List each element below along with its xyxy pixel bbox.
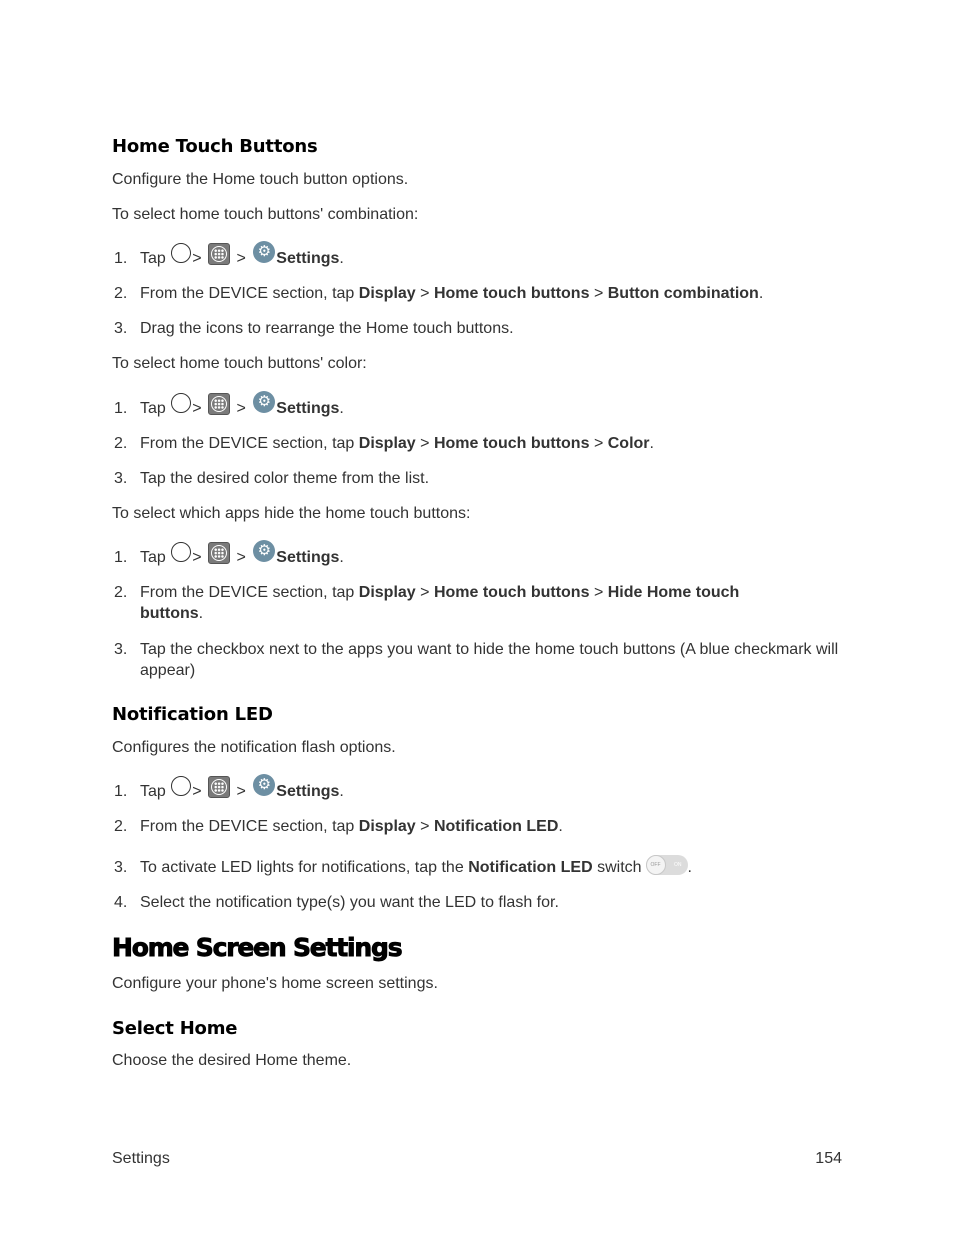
heading-home-screen-settings: Home Screen Settings	[112, 933, 402, 962]
footer-page-number: 154	[815, 1150, 842, 1167]
home-circle-icon	[171, 776, 191, 796]
home-circle-icon	[171, 243, 191, 263]
color-lead: To select home touch buttons' color:	[112, 355, 367, 372]
home-circle-icon	[171, 393, 191, 413]
apps-icon	[208, 776, 230, 798]
apps-icon	[208, 393, 230, 415]
heading-notification-led: Notification LED	[112, 704, 273, 725]
heading-select-home: Select Home	[112, 1018, 238, 1039]
combination-lead: To select home touch buttons' combination:	[112, 206, 419, 223]
settings-gear-icon: ⚙	[253, 241, 275, 263]
home-screen-intro: Configure your phone's home screen settings.	[112, 975, 438, 992]
select-home-text: Choose the desired Home theme.	[112, 1052, 352, 1069]
settings-gear-icon: ⚙	[253, 540, 275, 562]
apps-icon	[208, 243, 230, 265]
home-circle-icon	[171, 542, 191, 562]
settings-gear-icon: ⚙	[253, 391, 275, 413]
led-intro: Configures the notification flash options.	[112, 739, 396, 756]
heading-home-touch-buttons: Home Touch Buttons	[112, 136, 318, 157]
settings-gear-icon: ⚙	[253, 774, 275, 796]
hide-lead: To select which apps hide the home touch buttons:	[112, 505, 471, 522]
toggle-switch-icon: OFF ON	[646, 855, 688, 875]
apps-icon	[208, 542, 230, 564]
footer-section: Settings	[112, 1150, 170, 1167]
intro-text: Configure the Home touch button options.	[112, 171, 409, 188]
